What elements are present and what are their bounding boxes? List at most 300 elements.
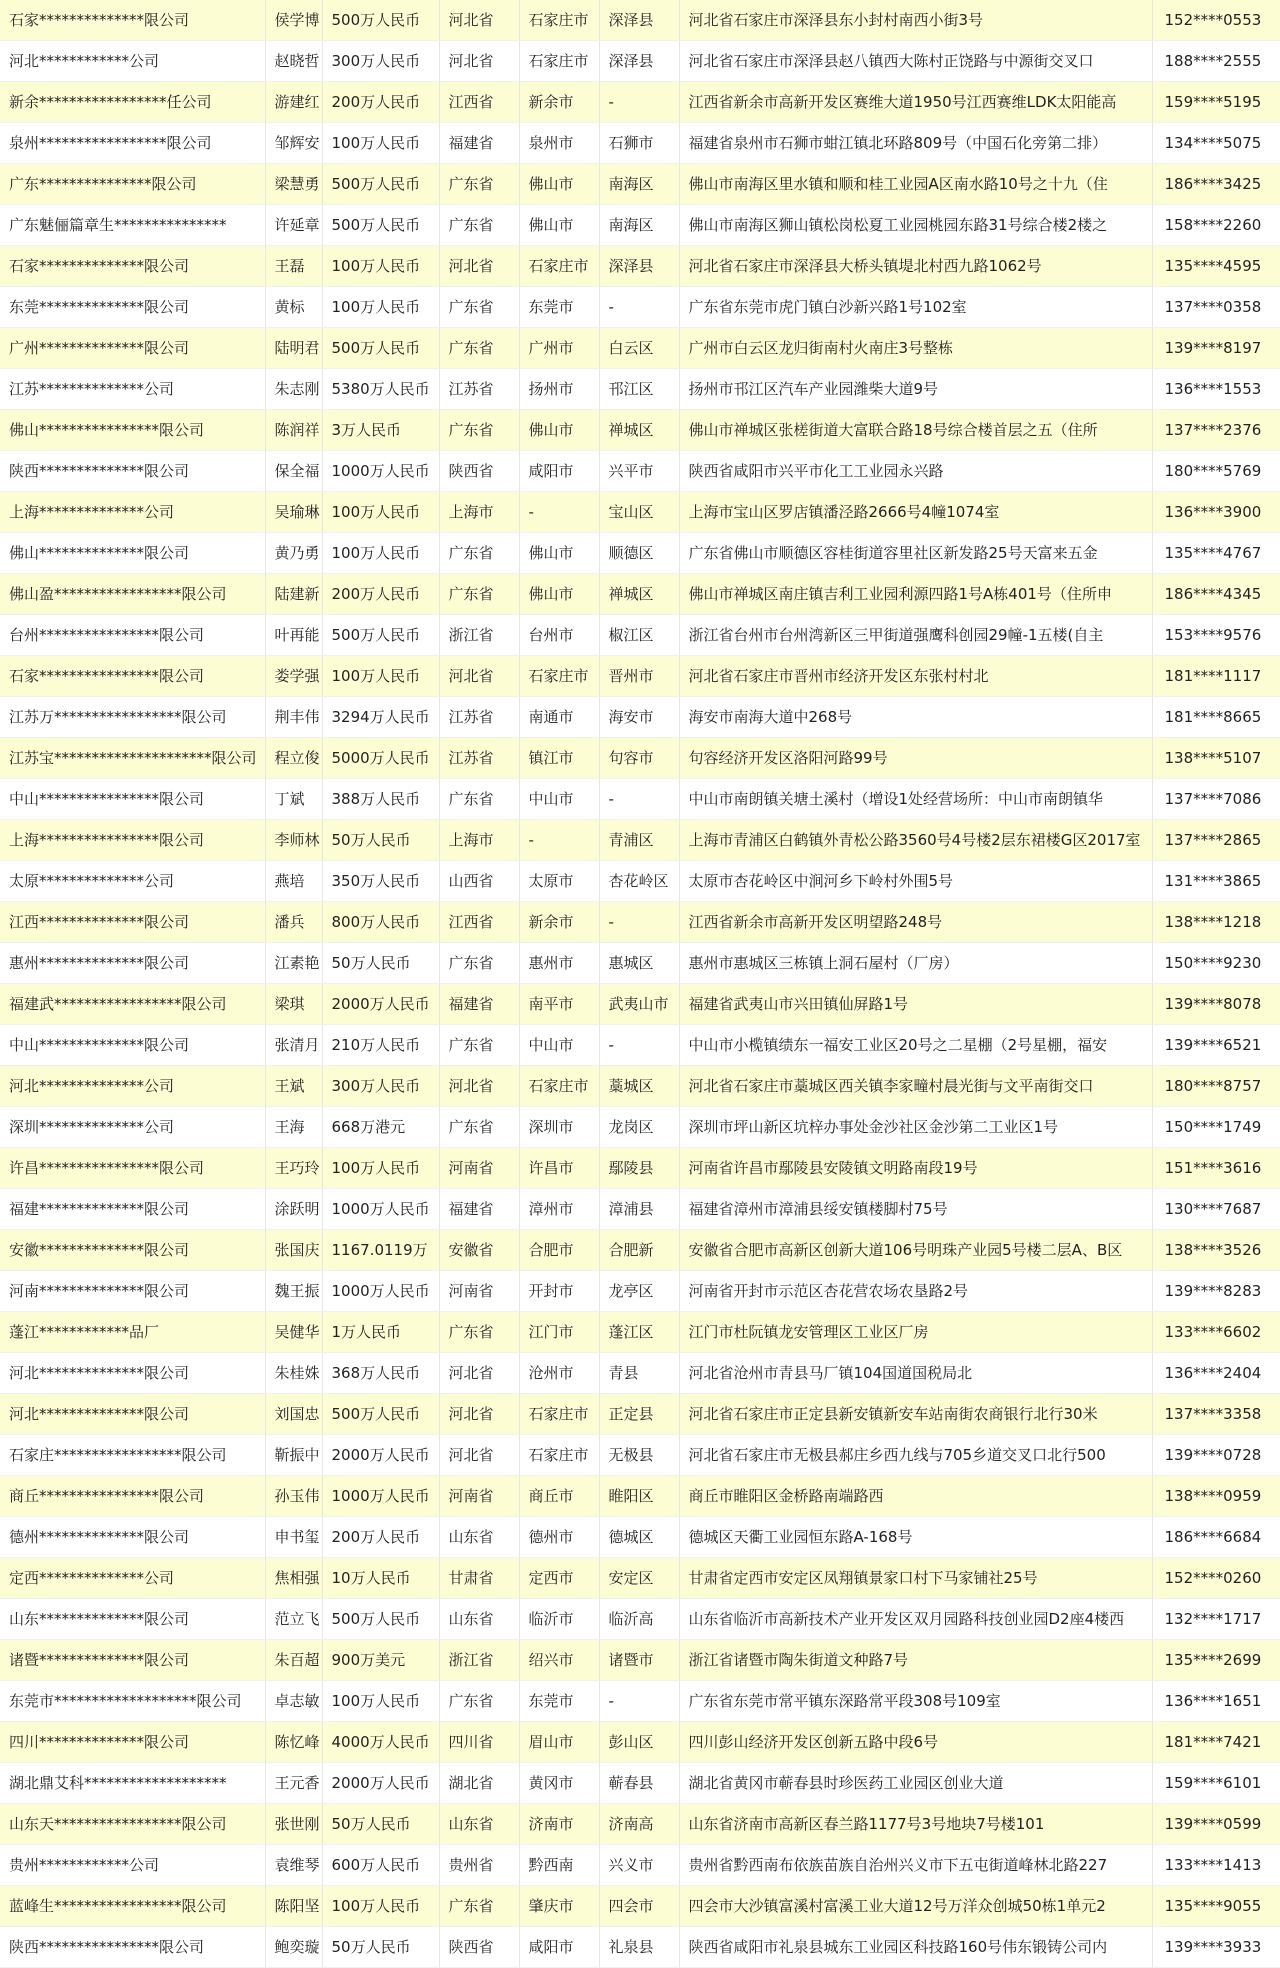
city-cell: 石家庄市 bbox=[519, 1394, 599, 1435]
district-cell: 白云区 bbox=[599, 328, 679, 369]
province-cell: 贵州省 bbox=[439, 1845, 519, 1886]
city-cell: 漳州市 bbox=[519, 1189, 599, 1230]
phone-cell: 181****1117 bbox=[1152, 656, 1280, 697]
address-cell: 中山市小榄镇绩东一福安工业区20号之二星棚（2号星棚，福安 bbox=[679, 1025, 1152, 1066]
legal-rep-cell: 陆建新 bbox=[265, 574, 322, 615]
phone-cell: 137****2376 bbox=[1152, 410, 1280, 451]
registered-capital-cell: 100万人民币 bbox=[322, 656, 439, 697]
phone-cell: 150****9230 bbox=[1152, 943, 1280, 984]
address-cell: 河北省石家庄市深泽县东小封村南西小街3号 bbox=[679, 0, 1152, 41]
registered-capital-cell: 600万人民币 bbox=[322, 1845, 439, 1886]
company-name-cell: 深圳**************公司 bbox=[0, 1107, 265, 1148]
company-name-cell: 中山**************限公司 bbox=[0, 1025, 265, 1066]
district-cell: 宝山区 bbox=[599, 492, 679, 533]
registered-capital-cell: 368万人民币 bbox=[322, 1353, 439, 1394]
table-row bbox=[0, 328, 1280, 369]
company-name-cell: 陕西****************限公司 bbox=[0, 1927, 265, 1968]
city-cell: 南平市 bbox=[519, 984, 599, 1025]
district-cell: 惠城区 bbox=[599, 943, 679, 984]
address-cell: 湖北省黄冈市蕲春县时珍医药工业园区创业大道 bbox=[679, 1763, 1152, 1804]
registered-capital-cell: 1167.0119万 bbox=[322, 1230, 439, 1271]
district-cell: 海安市 bbox=[599, 697, 679, 738]
address-cell: 广州市白云区龙归街南村火南庄3号整栋 bbox=[679, 328, 1152, 369]
legal-rep-cell: 焦相强 bbox=[265, 1558, 322, 1599]
company-name-cell: 山东**************限公司 bbox=[0, 1599, 265, 1640]
city-cell: 石家庄市 bbox=[519, 0, 599, 41]
registered-capital-cell: 100万人民币 bbox=[322, 533, 439, 574]
phone-cell: 135****2699 bbox=[1152, 1640, 1280, 1681]
city-cell: 济南市 bbox=[519, 1804, 599, 1845]
phone-cell: 138****3526 bbox=[1152, 1230, 1280, 1271]
city-cell: 新余市 bbox=[519, 82, 599, 123]
table-row bbox=[0, 1763, 1280, 1804]
legal-rep-cell: 娄学强 bbox=[265, 656, 322, 697]
table-row bbox=[0, 1927, 1280, 1968]
table-row bbox=[0, 574, 1280, 615]
table-row bbox=[0, 1394, 1280, 1435]
table-row bbox=[0, 164, 1280, 205]
registered-capital-cell: 500万人民币 bbox=[322, 1599, 439, 1640]
company-name-cell: 石家**************限公司 bbox=[0, 246, 265, 287]
province-cell: 广东省 bbox=[439, 410, 519, 451]
company-name-cell: 蓝峰生*****************限公司 bbox=[0, 1886, 265, 1927]
phone-cell: 158****2260 bbox=[1152, 205, 1280, 246]
address-cell: 河北省沧州市青县马厂镇104国道国税局北 bbox=[679, 1353, 1152, 1394]
phone-cell: 139****8197 bbox=[1152, 328, 1280, 369]
company-name-cell: 佛山盈*****************限公司 bbox=[0, 574, 265, 615]
district-cell: 句容市 bbox=[599, 738, 679, 779]
province-cell: 广东省 bbox=[439, 1681, 519, 1722]
province-cell: 河北省 bbox=[439, 1394, 519, 1435]
company-name-cell: 惠州**************限公司 bbox=[0, 943, 265, 984]
company-name-cell: 石家庄*****************限公司 bbox=[0, 1435, 265, 1476]
city-cell: 肇庆市 bbox=[519, 1886, 599, 1927]
registered-capital-cell: 388万人民币 bbox=[322, 779, 439, 820]
company-name-cell: 泉州*****************限公司 bbox=[0, 123, 265, 164]
city-cell: 太原市 bbox=[519, 861, 599, 902]
city-cell: 佛山市 bbox=[519, 164, 599, 205]
legal-rep-cell: 刘国忠 bbox=[265, 1394, 322, 1435]
province-cell: 广东省 bbox=[439, 943, 519, 984]
company-name-cell: 中山****************限公司 bbox=[0, 779, 265, 820]
table-row bbox=[0, 123, 1280, 164]
company-name-cell: 石家**************限公司 bbox=[0, 0, 265, 41]
legal-rep-cell: 赵晓哲 bbox=[265, 41, 322, 82]
address-cell: 句容经济开发区洛阳河路99号 bbox=[679, 738, 1152, 779]
province-cell: 江苏省 bbox=[439, 369, 519, 410]
district-cell: 临沂高 bbox=[599, 1599, 679, 1640]
province-cell: 江西省 bbox=[439, 82, 519, 123]
registered-capital-cell: 200万人民币 bbox=[322, 1517, 439, 1558]
province-cell: 山东省 bbox=[439, 1599, 519, 1640]
company-name-cell: 河北**************公司 bbox=[0, 1066, 265, 1107]
district-cell: 德城区 bbox=[599, 1517, 679, 1558]
table-row bbox=[0, 410, 1280, 451]
company-name-cell: 佛山****************限公司 bbox=[0, 410, 265, 451]
table-row bbox=[0, 861, 1280, 902]
phone-cell: 186****3425 bbox=[1152, 164, 1280, 205]
address-cell: 太原市杏花岭区中涧河乡下岭村外围5号 bbox=[679, 861, 1152, 902]
table-row bbox=[0, 943, 1280, 984]
table-row bbox=[0, 1066, 1280, 1107]
phone-cell: 150****1749 bbox=[1152, 1107, 1280, 1148]
company-name-cell: 新余*****************任公司 bbox=[0, 82, 265, 123]
phone-cell: 180****8757 bbox=[1152, 1066, 1280, 1107]
company-name-cell: 蓬江************品厂 bbox=[0, 1312, 265, 1353]
address-cell: 深圳市坪山新区坑梓办事处金沙社区金沙第二工业区1号 bbox=[679, 1107, 1152, 1148]
legal-rep-cell: 吴健华 bbox=[265, 1312, 322, 1353]
table-row bbox=[0, 1804, 1280, 1845]
province-cell: 四川省 bbox=[439, 1722, 519, 1763]
district-cell: 武夷山市 bbox=[599, 984, 679, 1025]
city-cell: 新余市 bbox=[519, 902, 599, 943]
registered-capital-cell: 5380万人民币 bbox=[322, 369, 439, 410]
registered-capital-cell: 100万人民币 bbox=[322, 246, 439, 287]
city-cell: 开封市 bbox=[519, 1271, 599, 1312]
table-row bbox=[0, 1025, 1280, 1066]
table-row bbox=[0, 1435, 1280, 1476]
company-name-cell: 上海****************限公司 bbox=[0, 820, 265, 861]
registered-capital-cell: 500万人民币 bbox=[322, 1394, 439, 1435]
table-row bbox=[0, 451, 1280, 492]
district-cell: - bbox=[599, 287, 679, 328]
address-cell: 四川彭山经济开发区创新五路中段6号 bbox=[679, 1722, 1152, 1763]
legal-rep-cell: 王巧玲 bbox=[265, 1148, 322, 1189]
province-cell: 河北省 bbox=[439, 1435, 519, 1476]
address-cell: 贵州省黔西南布依族苗族自治州兴义市下五屯街道峰林北路227 bbox=[679, 1845, 1152, 1886]
legal-rep-cell: 卓志敏 bbox=[265, 1681, 322, 1722]
legal-rep-cell: 吴瑜琳 bbox=[265, 492, 322, 533]
address-cell: 山东省临沂市高新技术产业开发区双月园路科技创业园D2座4楼西 bbox=[679, 1599, 1152, 1640]
district-cell: 晋州市 bbox=[599, 656, 679, 697]
address-cell: 河北省石家庄市深泽县赵八镇西大陈村正饶路与中源街交叉口 bbox=[679, 41, 1152, 82]
province-cell: 广东省 bbox=[439, 1312, 519, 1353]
city-cell: 石家庄市 bbox=[519, 1435, 599, 1476]
phone-cell: 130****7687 bbox=[1152, 1189, 1280, 1230]
table-row bbox=[0, 1558, 1280, 1599]
phone-cell: 133****6602 bbox=[1152, 1312, 1280, 1353]
address-cell: 陕西省咸阳市兴平市化工工业园永兴路 bbox=[679, 451, 1152, 492]
company-name-cell: 江苏万*****************限公司 bbox=[0, 697, 265, 738]
address-cell: 山东省济南市高新区春兰路1177号3号地块7号楼101 bbox=[679, 1804, 1152, 1845]
company-name-cell: 福建武*****************限公司 bbox=[0, 984, 265, 1025]
company-name-cell: 四川**************限公司 bbox=[0, 1722, 265, 1763]
address-cell: 上海市青浦区白鹤镇外青松公路3560号4号楼2层东裙楼G区2017室 bbox=[679, 820, 1152, 861]
address-cell: 陕西省咸阳市礼泉县城东工业园区科技路160号伟东锻铸公司内 bbox=[679, 1927, 1152, 1968]
province-cell: 广东省 bbox=[439, 164, 519, 205]
table-row bbox=[0, 1271, 1280, 1312]
registered-capital-cell: 668万港元 bbox=[322, 1107, 439, 1148]
province-cell: 浙江省 bbox=[439, 1640, 519, 1681]
district-cell: 杏花岭区 bbox=[599, 861, 679, 902]
address-cell: 河北省石家庄市无极县郝庄乡西九线与705乡道交叉口北行500 bbox=[679, 1435, 1152, 1476]
table-row bbox=[0, 984, 1280, 1025]
district-cell: 深泽县 bbox=[599, 41, 679, 82]
legal-rep-cell: 朱志刚 bbox=[265, 369, 322, 410]
company-name-cell: 山东天*****************限公司 bbox=[0, 1804, 265, 1845]
legal-rep-cell: 范立飞 bbox=[265, 1599, 322, 1640]
province-cell: 安徽省 bbox=[439, 1230, 519, 1271]
registered-capital-cell: 500万人民币 bbox=[322, 205, 439, 246]
phone-cell: 139****8078 bbox=[1152, 984, 1280, 1025]
province-cell: 福建省 bbox=[439, 984, 519, 1025]
phone-cell: 181****7421 bbox=[1152, 1722, 1280, 1763]
legal-rep-cell: 王斌 bbox=[265, 1066, 322, 1107]
phone-cell: 131****3865 bbox=[1152, 861, 1280, 902]
province-cell: 山东省 bbox=[439, 1804, 519, 1845]
city-cell: 江门市 bbox=[519, 1312, 599, 1353]
legal-rep-cell: 游建红 bbox=[265, 82, 322, 123]
legal-rep-cell: 许延章 bbox=[265, 205, 322, 246]
district-cell: 禅城区 bbox=[599, 410, 679, 451]
registered-capital-cell: 2000万人民币 bbox=[322, 1763, 439, 1804]
company-name-cell: 台州****************限公司 bbox=[0, 615, 265, 656]
legal-rep-cell: 黄乃勇 bbox=[265, 533, 322, 574]
city-cell: 临沂市 bbox=[519, 1599, 599, 1640]
phone-cell: 139****3933 bbox=[1152, 1927, 1280, 1968]
province-cell: 福建省 bbox=[439, 123, 519, 164]
legal-rep-cell: 申书玺 bbox=[265, 1517, 322, 1558]
district-cell: 南海区 bbox=[599, 205, 679, 246]
registered-capital-cell: 350万人民币 bbox=[322, 861, 439, 902]
district-cell: 漳浦县 bbox=[599, 1189, 679, 1230]
legal-rep-cell: 魏王振 bbox=[265, 1271, 322, 1312]
registered-capital-cell: 100万人民币 bbox=[322, 1886, 439, 1927]
city-cell: 许昌市 bbox=[519, 1148, 599, 1189]
address-cell: 佛山市南海区里水镇和顺和桂工业园A区南水路10号之十九（住 bbox=[679, 164, 1152, 205]
address-cell: 佛山市禅城区张槎街道大富联合路18号综合楼首层之五（住所 bbox=[679, 410, 1152, 451]
table-row bbox=[0, 205, 1280, 246]
address-cell: 河南省开封市示范区杏花营农场农垦路2号 bbox=[679, 1271, 1152, 1312]
registered-capital-cell: 500万人民币 bbox=[322, 0, 439, 41]
registered-capital-cell: 50万人民币 bbox=[322, 1927, 439, 1968]
address-cell: 商丘市睢阳区金桥路南端路西 bbox=[679, 1476, 1152, 1517]
registered-capital-cell: 100万人民币 bbox=[322, 1681, 439, 1722]
district-cell: 鄢陵县 bbox=[599, 1148, 679, 1189]
district-cell: - bbox=[599, 779, 679, 820]
company-name-cell: 东莞市*******************限公司 bbox=[0, 1681, 265, 1722]
phone-cell: 138****0959 bbox=[1152, 1476, 1280, 1517]
province-cell: 河北省 bbox=[439, 1066, 519, 1107]
district-cell: 礼泉县 bbox=[599, 1927, 679, 1968]
district-cell: 石狮市 bbox=[599, 123, 679, 164]
phone-cell: 133****1413 bbox=[1152, 1845, 1280, 1886]
city-cell: 咸阳市 bbox=[519, 451, 599, 492]
table-row bbox=[0, 1517, 1280, 1558]
registered-capital-cell: 1000万人民币 bbox=[322, 451, 439, 492]
district-cell: 龙亭区 bbox=[599, 1271, 679, 1312]
company-name-cell: 太原**************公司 bbox=[0, 861, 265, 902]
city-cell: - bbox=[519, 492, 599, 533]
province-cell: 广东省 bbox=[439, 574, 519, 615]
company-name-cell: 定西**************公司 bbox=[0, 1558, 265, 1599]
legal-rep-cell: 荆丰伟 bbox=[265, 697, 322, 738]
district-cell: 济南高 bbox=[599, 1804, 679, 1845]
province-cell: 河北省 bbox=[439, 1353, 519, 1394]
registered-capital-cell: 100万人民币 bbox=[322, 123, 439, 164]
address-cell: 德城区天衢工业园恒东路A-168号 bbox=[679, 1517, 1152, 1558]
province-cell: 福建省 bbox=[439, 1189, 519, 1230]
registered-capital-cell: 100万人民币 bbox=[322, 287, 439, 328]
registered-capital-cell: 900万美元 bbox=[322, 1640, 439, 1681]
district-cell: 诸暨市 bbox=[599, 1640, 679, 1681]
legal-rep-cell: 朱桂姝 bbox=[265, 1353, 322, 1394]
city-cell: 德州市 bbox=[519, 1517, 599, 1558]
province-cell: 广东省 bbox=[439, 779, 519, 820]
legal-rep-cell: 丁斌 bbox=[265, 779, 322, 820]
legal-rep-cell: 陆明君 bbox=[265, 328, 322, 369]
district-cell: 邗江区 bbox=[599, 369, 679, 410]
city-cell: 扬州市 bbox=[519, 369, 599, 410]
district-cell: 睢阳区 bbox=[599, 1476, 679, 1517]
district-cell: 深泽县 bbox=[599, 246, 679, 287]
company-name-cell: 江苏宝*********************限公司 bbox=[0, 738, 265, 779]
city-cell: 南通市 bbox=[519, 697, 599, 738]
phone-cell: 186****6684 bbox=[1152, 1517, 1280, 1558]
legal-rep-cell: 靳振中 bbox=[265, 1435, 322, 1476]
legal-rep-cell: 江素艳 bbox=[265, 943, 322, 984]
phone-cell: 137****2865 bbox=[1152, 820, 1280, 861]
city-cell: 咸阳市 bbox=[519, 1927, 599, 1968]
city-cell: - bbox=[519, 820, 599, 861]
address-cell: 浙江省台州市台州湾新区三甲街道强鹰科创园29幢-1五楼(自主 bbox=[679, 615, 1152, 656]
district-cell: 南海区 bbox=[599, 164, 679, 205]
district-cell: - bbox=[599, 1025, 679, 1066]
company-name-cell: 商丘****************限公司 bbox=[0, 1476, 265, 1517]
address-cell: 佛山市南海区狮山镇松岗松夏工业园桃园东路31号综合楼2楼之 bbox=[679, 205, 1152, 246]
legal-rep-cell: 黄标 bbox=[265, 287, 322, 328]
table-row bbox=[0, 287, 1280, 328]
address-cell: 安徽省合肥市高新区创新大道106号明珠产业园5号楼二层A、B区 bbox=[679, 1230, 1152, 1271]
city-cell: 镇江市 bbox=[519, 738, 599, 779]
city-cell: 佛山市 bbox=[519, 574, 599, 615]
district-cell: 深泽县 bbox=[599, 0, 679, 41]
district-cell: 藁城区 bbox=[599, 1066, 679, 1107]
table-row bbox=[0, 779, 1280, 820]
city-cell: 商丘市 bbox=[519, 1476, 599, 1517]
phone-cell: 135****4595 bbox=[1152, 246, 1280, 287]
phone-cell: 159****5195 bbox=[1152, 82, 1280, 123]
province-cell: 甘肃省 bbox=[439, 1558, 519, 1599]
legal-rep-cell: 潘兵 bbox=[265, 902, 322, 943]
registered-capital-cell: 5000万人民币 bbox=[322, 738, 439, 779]
address-cell: 惠州市惠城区三栋镇上洞石屋村（厂房） bbox=[679, 943, 1152, 984]
address-cell: 广东省东莞市虎门镇白沙新兴路1号102室 bbox=[679, 287, 1152, 328]
registered-capital-cell: 300万人民币 bbox=[322, 41, 439, 82]
company-name-cell: 河北************公司 bbox=[0, 41, 265, 82]
table-row bbox=[0, 82, 1280, 123]
address-cell: 广东省东莞市常平镇东深路常平段308号109室 bbox=[679, 1681, 1152, 1722]
registered-capital-cell: 100万人民币 bbox=[322, 1148, 439, 1189]
province-cell: 广东省 bbox=[439, 1107, 519, 1148]
company-name-cell: 许昌****************限公司 bbox=[0, 1148, 265, 1189]
company-name-cell: 安徽**************限公司 bbox=[0, 1230, 265, 1271]
company-name-cell: 江苏**************公司 bbox=[0, 369, 265, 410]
province-cell: 广东省 bbox=[439, 287, 519, 328]
city-cell: 佛山市 bbox=[519, 533, 599, 574]
company-name-cell: 诸暨**************限公司 bbox=[0, 1640, 265, 1681]
city-cell: 中山市 bbox=[519, 1025, 599, 1066]
city-cell: 沧州市 bbox=[519, 1353, 599, 1394]
table-row bbox=[0, 1189, 1280, 1230]
registered-capital-cell: 500万人民币 bbox=[322, 615, 439, 656]
city-cell: 石家庄市 bbox=[519, 41, 599, 82]
registered-capital-cell: 200万人民币 bbox=[322, 574, 439, 615]
registered-capital-cell: 3万人民币 bbox=[322, 410, 439, 451]
table-row bbox=[0, 369, 1280, 410]
district-cell: 兴平市 bbox=[599, 451, 679, 492]
city-cell: 黄冈市 bbox=[519, 1763, 599, 1804]
table-row bbox=[0, 1681, 1280, 1722]
table-row bbox=[0, 615, 1280, 656]
table-row bbox=[0, 1148, 1280, 1189]
legal-rep-cell: 张世刚 bbox=[265, 1804, 322, 1845]
district-cell: 蕲春县 bbox=[599, 1763, 679, 1804]
city-cell: 石家庄市 bbox=[519, 656, 599, 697]
province-cell: 河南省 bbox=[439, 1271, 519, 1312]
company-name-cell: 广州**************限公司 bbox=[0, 328, 265, 369]
province-cell: 上海市 bbox=[439, 820, 519, 861]
province-cell: 河南省 bbox=[439, 1148, 519, 1189]
legal-rep-cell: 孙玉伟 bbox=[265, 1476, 322, 1517]
phone-cell: 138****1218 bbox=[1152, 902, 1280, 943]
legal-rep-cell: 邹辉安 bbox=[265, 123, 322, 164]
phone-cell: 136****1651 bbox=[1152, 1681, 1280, 1722]
phone-cell: 135****4767 bbox=[1152, 533, 1280, 574]
district-cell: 四会市 bbox=[599, 1886, 679, 1927]
table-row bbox=[0, 492, 1280, 533]
province-cell: 河北省 bbox=[439, 656, 519, 697]
province-cell: 河北省 bbox=[439, 246, 519, 287]
city-cell: 惠州市 bbox=[519, 943, 599, 984]
company-name-cell: 陕西**************限公司 bbox=[0, 451, 265, 492]
company-name-cell: 广东***************限公司 bbox=[0, 164, 265, 205]
registered-capital-cell: 100万人民币 bbox=[322, 492, 439, 533]
city-cell: 佛山市 bbox=[519, 410, 599, 451]
district-cell: 椒江区 bbox=[599, 615, 679, 656]
address-cell: 浙江省诸暨市陶朱街道文种路7号 bbox=[679, 1640, 1152, 1681]
registered-capital-cell: 10万人民币 bbox=[322, 1558, 439, 1599]
province-cell: 江苏省 bbox=[439, 697, 519, 738]
table-row bbox=[0, 1312, 1280, 1353]
table-row bbox=[0, 246, 1280, 287]
registered-capital-cell: 50万人民币 bbox=[322, 820, 439, 861]
table-row bbox=[0, 1353, 1280, 1394]
legal-rep-cell: 王磊 bbox=[265, 246, 322, 287]
registered-capital-cell: 1万人民币 bbox=[322, 1312, 439, 1353]
district-cell: 合肥新 bbox=[599, 1230, 679, 1271]
city-cell: 石家庄市 bbox=[519, 1066, 599, 1107]
address-cell: 海安市南海大道中268号 bbox=[679, 697, 1152, 738]
company-name-cell: 江西**************限公司 bbox=[0, 902, 265, 943]
address-cell: 江门市杜阮镇龙安管理区工业区厂房 bbox=[679, 1312, 1152, 1353]
province-cell: 湖北省 bbox=[439, 1763, 519, 1804]
table-row bbox=[0, 656, 1280, 697]
province-cell: 广东省 bbox=[439, 533, 519, 574]
address-cell: 河北省石家庄市正定县新安镇新安车站南街农商银行北行30米 bbox=[679, 1394, 1152, 1435]
district-cell: 蓬江区 bbox=[599, 1312, 679, 1353]
province-cell: 江西省 bbox=[439, 902, 519, 943]
address-cell: 四会市大沙镇富溪村富溪工业大道12号万洋众创城50栋1单元2 bbox=[679, 1886, 1152, 1927]
city-cell: 深圳市 bbox=[519, 1107, 599, 1148]
registered-capital-cell: 2000万人民币 bbox=[322, 1435, 439, 1476]
address-cell: 福建省漳州市漳浦县绥安镇楼脚村75号 bbox=[679, 1189, 1152, 1230]
legal-rep-cell: 侯学博 bbox=[265, 0, 322, 41]
phone-cell: 136****2404 bbox=[1152, 1353, 1280, 1394]
district-cell: 彭山区 bbox=[599, 1722, 679, 1763]
city-cell: 台州市 bbox=[519, 615, 599, 656]
registered-capital-cell: 500万人民币 bbox=[322, 328, 439, 369]
